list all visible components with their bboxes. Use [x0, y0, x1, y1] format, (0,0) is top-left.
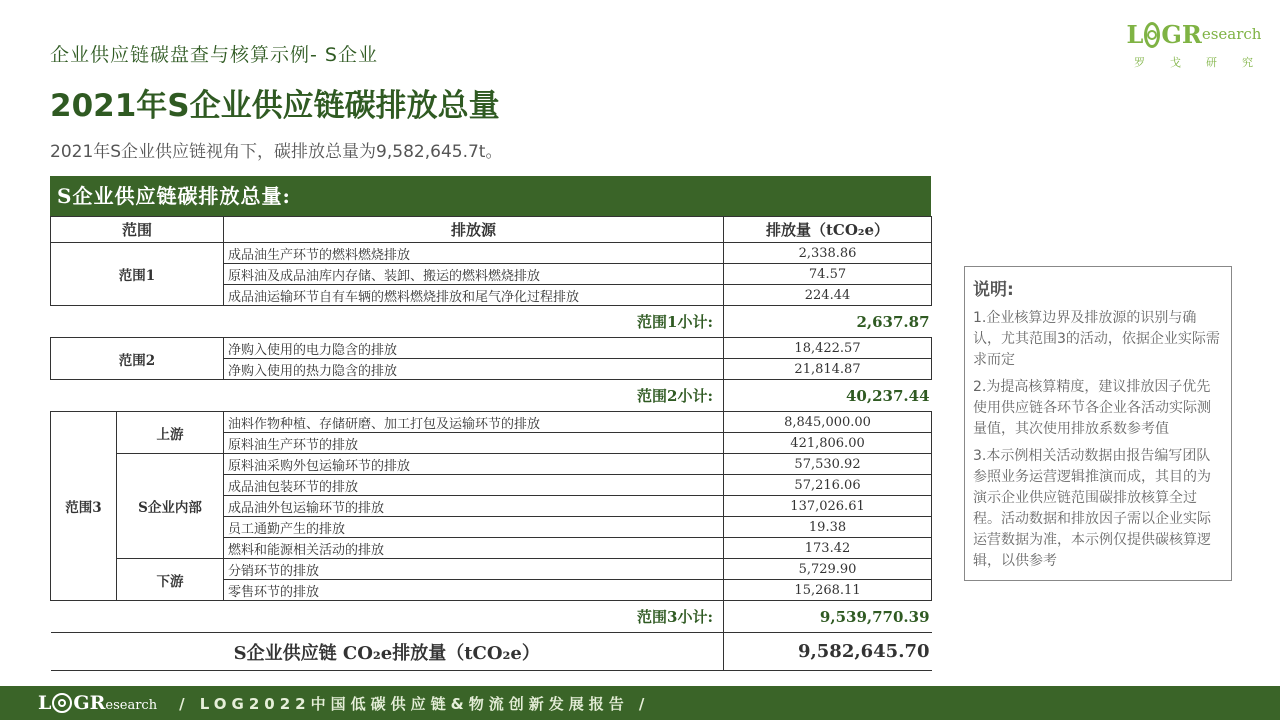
source-cell: 分销环节的排放	[224, 559, 724, 580]
scope3-subtotal-row	[51, 601, 932, 633]
logo-sub-char: 罗	[1134, 56, 1146, 69]
column-header-value: 排放量（tCO₂e）	[724, 217, 932, 243]
logo-letter-g: G	[1161, 20, 1182, 49]
section-subtitle: 企业供应链碳盘查与核算示例- S企业	[50, 44, 378, 66]
logo-subtext	[1128, 50, 1260, 70]
value-cell: 57,530.92	[724, 454, 932, 475]
source-cell: 净购入使用的电力隐含的排放	[224, 338, 724, 359]
scope2-subtotal-value: 40,237.44	[724, 380, 932, 412]
page-title: 2021年S企业供应链碳排放总量	[50, 88, 500, 124]
footer-logo	[38, 692, 157, 714]
scope2-label: 范围2	[51, 338, 224, 380]
total-value: 9,582,645.70	[724, 633, 932, 671]
table-row	[51, 412, 932, 433]
logo-research: esearch	[1201, 25, 1262, 43]
footer-logo-research: esearch	[105, 698, 158, 713]
value-cell: 57,216.06	[724, 475, 932, 496]
upstream-label: 上游	[117, 412, 224, 454]
value-cell: 224.44	[724, 285, 932, 306]
logo-letter-r: R	[1181, 20, 1202, 49]
value-cell: 5,729.90	[724, 559, 932, 580]
value-cell: 19.38	[724, 517, 932, 538]
source-cell: 成品油生产环节的燃料燃烧排放	[224, 243, 724, 264]
logo-sub-char: 研	[1206, 56, 1218, 69]
value-cell: 2,338.86	[724, 243, 932, 264]
source-cell: 净购入使用的热力隐含的排放	[224, 359, 724, 380]
footer-logo-g: G	[73, 692, 90, 714]
scope2-subtotal-row	[51, 380, 932, 412]
source-cell: 成品油运输环节自有车辆的燃料燃烧排放和尾气净化过程排放	[224, 285, 724, 306]
value-cell: 173.42	[724, 538, 932, 559]
source-cell: 燃料和能源相关活动的排放	[224, 538, 724, 559]
value-cell: 74.57	[724, 264, 932, 285]
logo-o-icon	[1144, 22, 1160, 48]
value-cell: 21,814.87	[724, 359, 932, 380]
scope2-subtotal-label: 范围2小计:	[51, 380, 724, 412]
footer-report-title: / LOG2022中国低碳供应链&物流创新发展报告 /	[179, 694, 650, 713]
table-title-bar: S企业供应链碳排放总量:	[50, 176, 931, 216]
value-cell: 18,422.57	[724, 338, 932, 359]
source-cell: 成品油包装环节的排放	[224, 475, 724, 496]
value-cell: 421,806.00	[724, 433, 932, 454]
logo	[1128, 20, 1260, 70]
scope1-subtotal-value: 2,637.87	[724, 306, 932, 338]
scope1-label: 范围1	[51, 243, 224, 306]
table-row	[51, 559, 932, 580]
total-label: S企业供应链 CO₂e排放量（tCO₂e）	[51, 633, 724, 671]
logo-letter-l: L	[1126, 20, 1144, 49]
source-cell: 成品油外包运输环节的排放	[224, 496, 724, 517]
logo-sub-char: 戈	[1170, 56, 1182, 69]
note-item: 1.企业核算边界及排放源的识别与确认，尤其范围3的活动，依据企业实际需求而定	[973, 310, 1220, 368]
footer-logo-l: L	[38, 692, 52, 714]
column-header-source: 排放源	[224, 217, 724, 243]
footer-logo-r: R	[89, 692, 106, 714]
table-row	[51, 338, 932, 359]
source-cell: 原料油采购外包运输环节的排放	[224, 454, 724, 475]
internal-label: S企业内部	[117, 454, 224, 559]
source-cell: 原料油及成品油库内存储、装卸、搬运的燃料燃烧排放	[224, 264, 724, 285]
logo-wordmark	[1128, 20, 1260, 50]
table-row	[51, 243, 932, 264]
scope3-label: 范围3	[51, 412, 117, 601]
note-item: 3.本示例相关活动数据由报告编写团队参照业务运营逻辑推演而成，其目的为演示企业供应链范围碳排放核算全过程。活动数据和排放因子需以企业实际运营数据为准，本示例仅提供碳核算逻辑，以供参考	[973, 448, 1211, 569]
summary-text: 2021年S企业供应链视角下，碳排放总量为9,582,645.7t。	[50, 142, 503, 162]
value-cell: 15,268.11	[724, 580, 932, 601]
value-cell: 137,026.61	[724, 496, 932, 517]
source-cell: 油料作物种植、存储研磨、加工打包及运输环节的排放	[224, 412, 724, 433]
source-cell: 员工通勤产生的排放	[224, 517, 724, 538]
scope3-subtotal-value: 9,539,770.39	[724, 601, 932, 633]
source-cell: 原料油生产环节的排放	[224, 433, 724, 454]
notes-box	[964, 266, 1232, 581]
table-row	[51, 454, 932, 475]
notes-title: 说明:	[973, 280, 1014, 300]
column-header-scope: 范围	[51, 217, 224, 243]
source-cell: 零售环节的排放	[224, 580, 724, 601]
scope1-subtotal-label: 范围1小计:	[51, 306, 724, 338]
scope1-subtotal-row	[51, 306, 932, 338]
value-cell: 8,845,000.00	[724, 412, 932, 433]
footer-logo-o-icon	[52, 693, 72, 713]
total-row	[51, 633, 932, 671]
table-header-row	[51, 217, 932, 243]
emissions-table	[50, 216, 932, 671]
emissions-table-section	[50, 176, 931, 671]
footer-bar	[0, 686, 1280, 720]
logo-sub-char: 究	[1242, 56, 1254, 69]
downstream-label: 下游	[117, 559, 224, 601]
note-item: 2.为提高核算精度，建议排放因子优先使用供应链各环节各企业各活动实际测量值，其次使用排放系数参考值	[973, 379, 1211, 437]
scope3-subtotal-label: 范围3小计:	[51, 601, 724, 633]
